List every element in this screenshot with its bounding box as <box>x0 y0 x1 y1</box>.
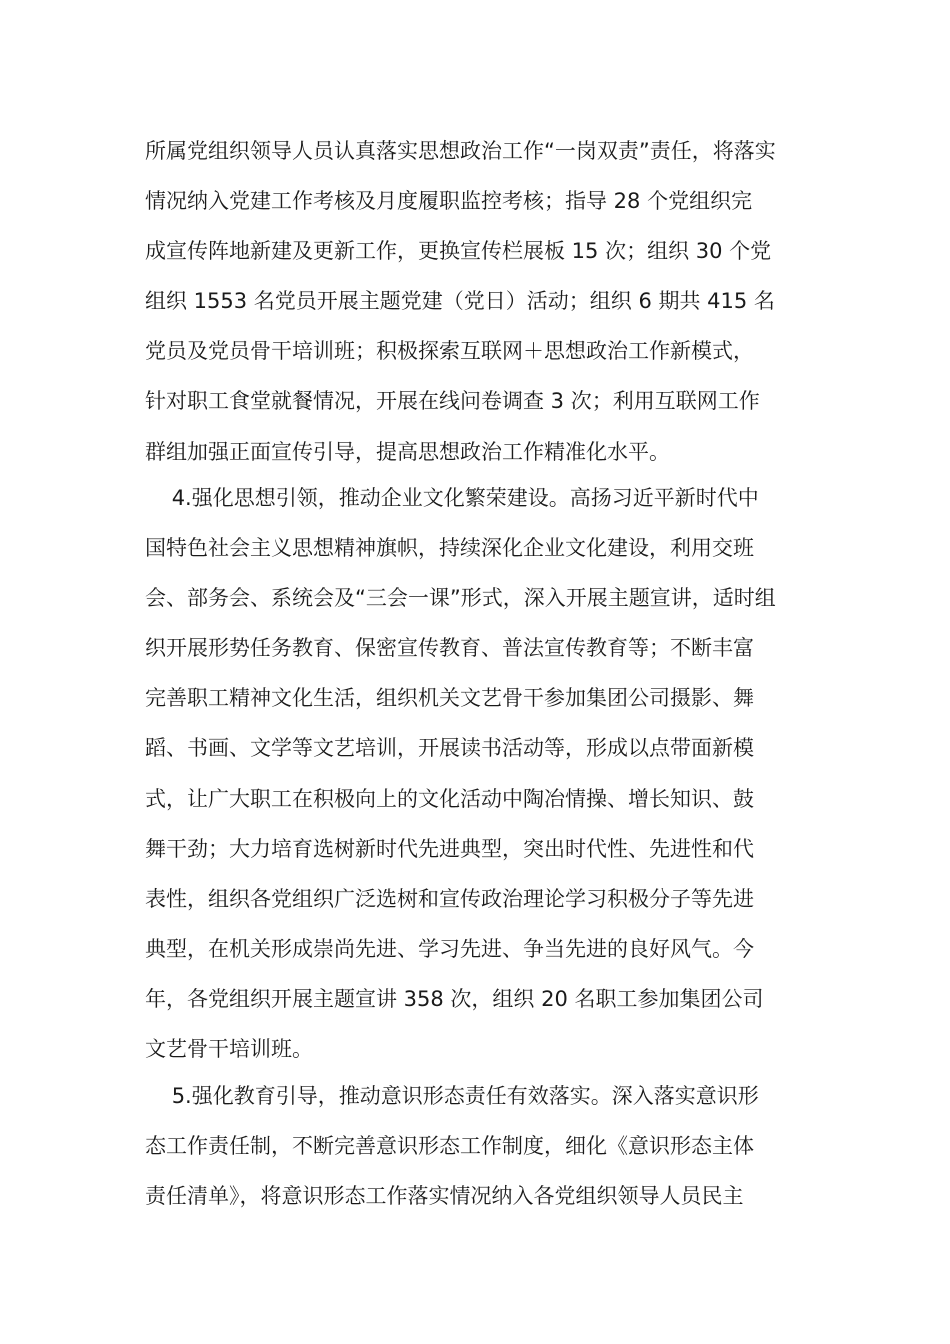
text-line: 4.强化思想引领，推动企业文化繁荣建设。高扬习近平新时代中 <box>145 486 759 510</box>
text-line: 群组加强正面宣传引导，提高思想政治工作精准化水平。 <box>145 439 670 464</box>
text-line: 态工作责任制，不断完善意识形态工作制度，细化《意识形态主体 <box>145 1134 754 1159</box>
text-line: 责任清单》，将意识形态工作落实情况纳入各党组织领导人员民主 <box>145 1184 744 1209</box>
text-line: 文艺骨干培训班。 <box>145 1037 313 1062</box>
text-line: 党员及党员骨干培训班；积极探索互联网＋思想政治工作新模式， <box>145 339 754 364</box>
paragraph-1 <box>145 126 810 477</box>
text-line: 年，各党组织开展主题宣讲 358 次，组织 20 名职工参加集团公司 <box>145 986 764 1011</box>
text-line: 组织 1553 名党员开展主题党建（党日）活动；组织 6 期共 415 名 <box>145 289 775 314</box>
text-line: 式，让广大职工在积极向上的文化活动中陶冶情操、增长知识、鼓 <box>145 786 754 811</box>
text-line: 5.强化教育引导，推动意识形态责任有效落实。深入落实意识形 <box>145 1084 759 1108</box>
text-line: 织开展形势任务教育、保密宣传教育、普法宣传教育等；不断丰富 <box>145 636 754 661</box>
text-line: 典型，在机关形成崇尚先进、学习先进、争当先进的良好风气。今 <box>145 936 754 961</box>
text-line: 舞干劲；大力培育选树新时代先进典型，突出时代性、先进性和代 <box>145 836 754 861</box>
text-line: 针对职工食堂就餐情况，开展在线问卷调查 3 次；利用互联网工作 <box>145 389 760 414</box>
text-line: 成宣传阵地新建及更新工作，更换宣传栏展板 15 次；组织 30 个党 <box>145 239 772 264</box>
text-line: 所属党组织领导人员认真落实思想政治工作“一岗双责”责任，将落实 <box>145 139 776 163</box>
text-line: 表性，组织各党组织广泛选树和宣传政治理论学习积极分子等先进 <box>145 886 754 911</box>
text-line: 蹈、书画、文学等文艺培训，开展读书活动等，形成以点带面新模 <box>145 736 754 761</box>
text-line: 情况纳入党建工作考核及月度履职监控考核；指导 28 个党组织完 <box>145 189 753 214</box>
text-line: 国特色社会主义思想精神旗帜，持续深化企业文化建设，利用交班 <box>145 536 754 561</box>
paragraph-2 <box>145 473 810 1074</box>
text-line: 完善职工精神文化生活，组织机关文艺骨干参加集团公司摄影、舞 <box>145 686 754 711</box>
text-line: 会、部务会、系统会及“三会一课”形式，深入开展主题宣讲，适时组 <box>145 586 776 611</box>
paragraph-3 <box>145 1071 810 1221</box>
